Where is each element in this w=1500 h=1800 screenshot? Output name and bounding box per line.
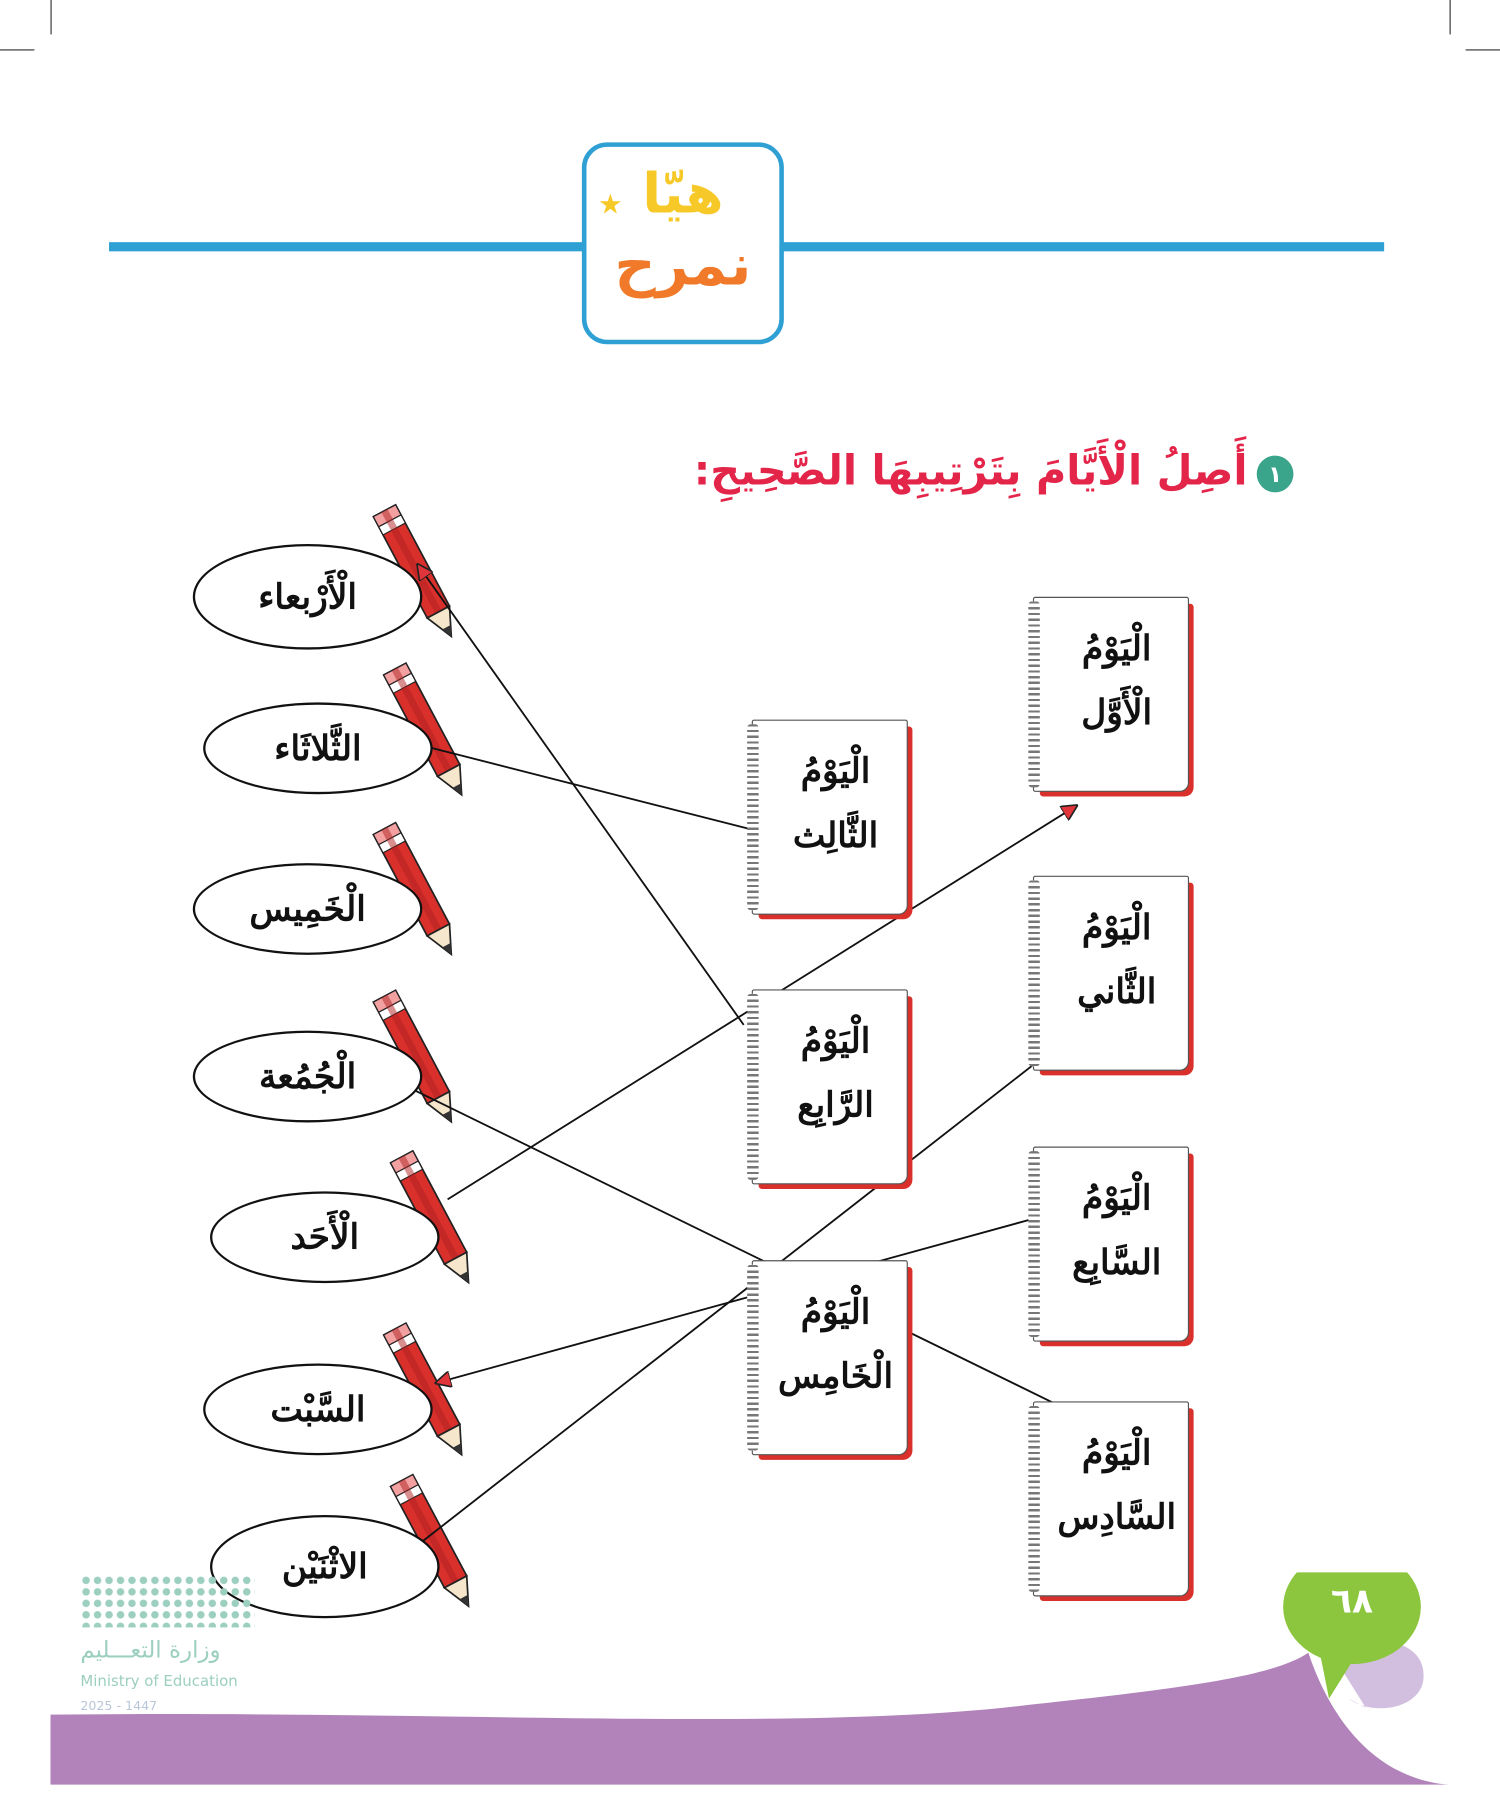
spiral-binding bbox=[747, 724, 758, 910]
badge-text-top: هيّا bbox=[642, 161, 724, 227]
day-oval-tuesday[interactable]: الثَّلاثَاء bbox=[203, 702, 433, 794]
notebook-label: الثَّاني bbox=[1077, 972, 1157, 1013]
notebook-label: الْيَوْمُ bbox=[800, 751, 871, 792]
notebook-label: الْيَوْمُ bbox=[1081, 1433, 1152, 1474]
notebook-fourth-day[interactable] bbox=[752, 989, 908, 1184]
ministry-name-ar: وزارة التعـــليم bbox=[80, 1635, 221, 1664]
star-icon: ★ bbox=[597, 188, 623, 221]
connector-line[interactable] bbox=[418, 565, 744, 1025]
exercise-number: ١ bbox=[1257, 456, 1294, 493]
ministry-name-en: Ministry of Education bbox=[80, 1673, 238, 1691]
spiral-binding bbox=[1028, 1406, 1039, 1592]
day-oval-monday[interactable]: الاثْنَيْن bbox=[210, 1515, 440, 1618]
notebook-label: الْيَوْمُ bbox=[1081, 907, 1152, 949]
connector-line[interactable] bbox=[436, 1219, 1033, 1383]
day-oval-sunday[interactable]: الْأَحَد bbox=[210, 1191, 440, 1283]
instruction-title: أَصِلُ الْأَيَّامَ بِتَرْتِيبِهَا الصَّحِيحِ: bbox=[693, 447, 1248, 495]
notebook-seventh-day[interactable] bbox=[1033, 1147, 1189, 1342]
notebook-label: الْأَوَّل bbox=[1081, 693, 1153, 734]
notebook-second-day[interactable] bbox=[1033, 876, 1189, 1071]
notebook-label: الْيَوْمُ bbox=[800, 1292, 871, 1333]
spiral-binding bbox=[747, 994, 758, 1180]
spiral-binding bbox=[1028, 601, 1039, 787]
notebook-label: الرَّابِع bbox=[797, 1085, 874, 1126]
notebook-first-day[interactable] bbox=[1033, 597, 1189, 792]
badge-text-bottom: نمرح bbox=[614, 231, 752, 299]
page-number: ٦٨ bbox=[1330, 1581, 1374, 1622]
day-oval-saturday[interactable]: السَّبْت bbox=[203, 1363, 433, 1455]
ministry-logo-dots bbox=[80, 1575, 254, 1628]
connector-line[interactable] bbox=[406, 1065, 1033, 1554]
notebook-label: الْخَامِس bbox=[777, 1356, 894, 1397]
notebook-sixth-day[interactable] bbox=[1033, 1401, 1189, 1596]
year-label: 2025 - 1447 bbox=[80, 1698, 158, 1714]
notebook-label: الْيَوْمُ bbox=[800, 1021, 871, 1062]
notebook-third-day[interactable] bbox=[752, 720, 908, 915]
day-oval-wednesday[interactable]: الْأَرْبعاء bbox=[193, 544, 423, 650]
day-oval-friday[interactable]: الْجُمُعة bbox=[193, 1031, 423, 1123]
notebook-label: السَّادِس bbox=[1057, 1497, 1177, 1538]
notebook-label: الْيَوْمُ bbox=[1081, 1178, 1152, 1219]
spiral-binding bbox=[747, 1265, 758, 1451]
notebook-label: الثَّالِث bbox=[792, 816, 879, 857]
notebook-fifth-day[interactable] bbox=[752, 1260, 908, 1455]
notebook-label: الْيَوْمُ bbox=[1081, 628, 1152, 670]
spiral-binding bbox=[1028, 880, 1039, 1066]
day-oval-thursday[interactable]: الْخَمِيس bbox=[193, 863, 423, 955]
spiral-binding bbox=[1028, 1151, 1039, 1337]
notebook-label: السَّابِع bbox=[1072, 1242, 1162, 1284]
